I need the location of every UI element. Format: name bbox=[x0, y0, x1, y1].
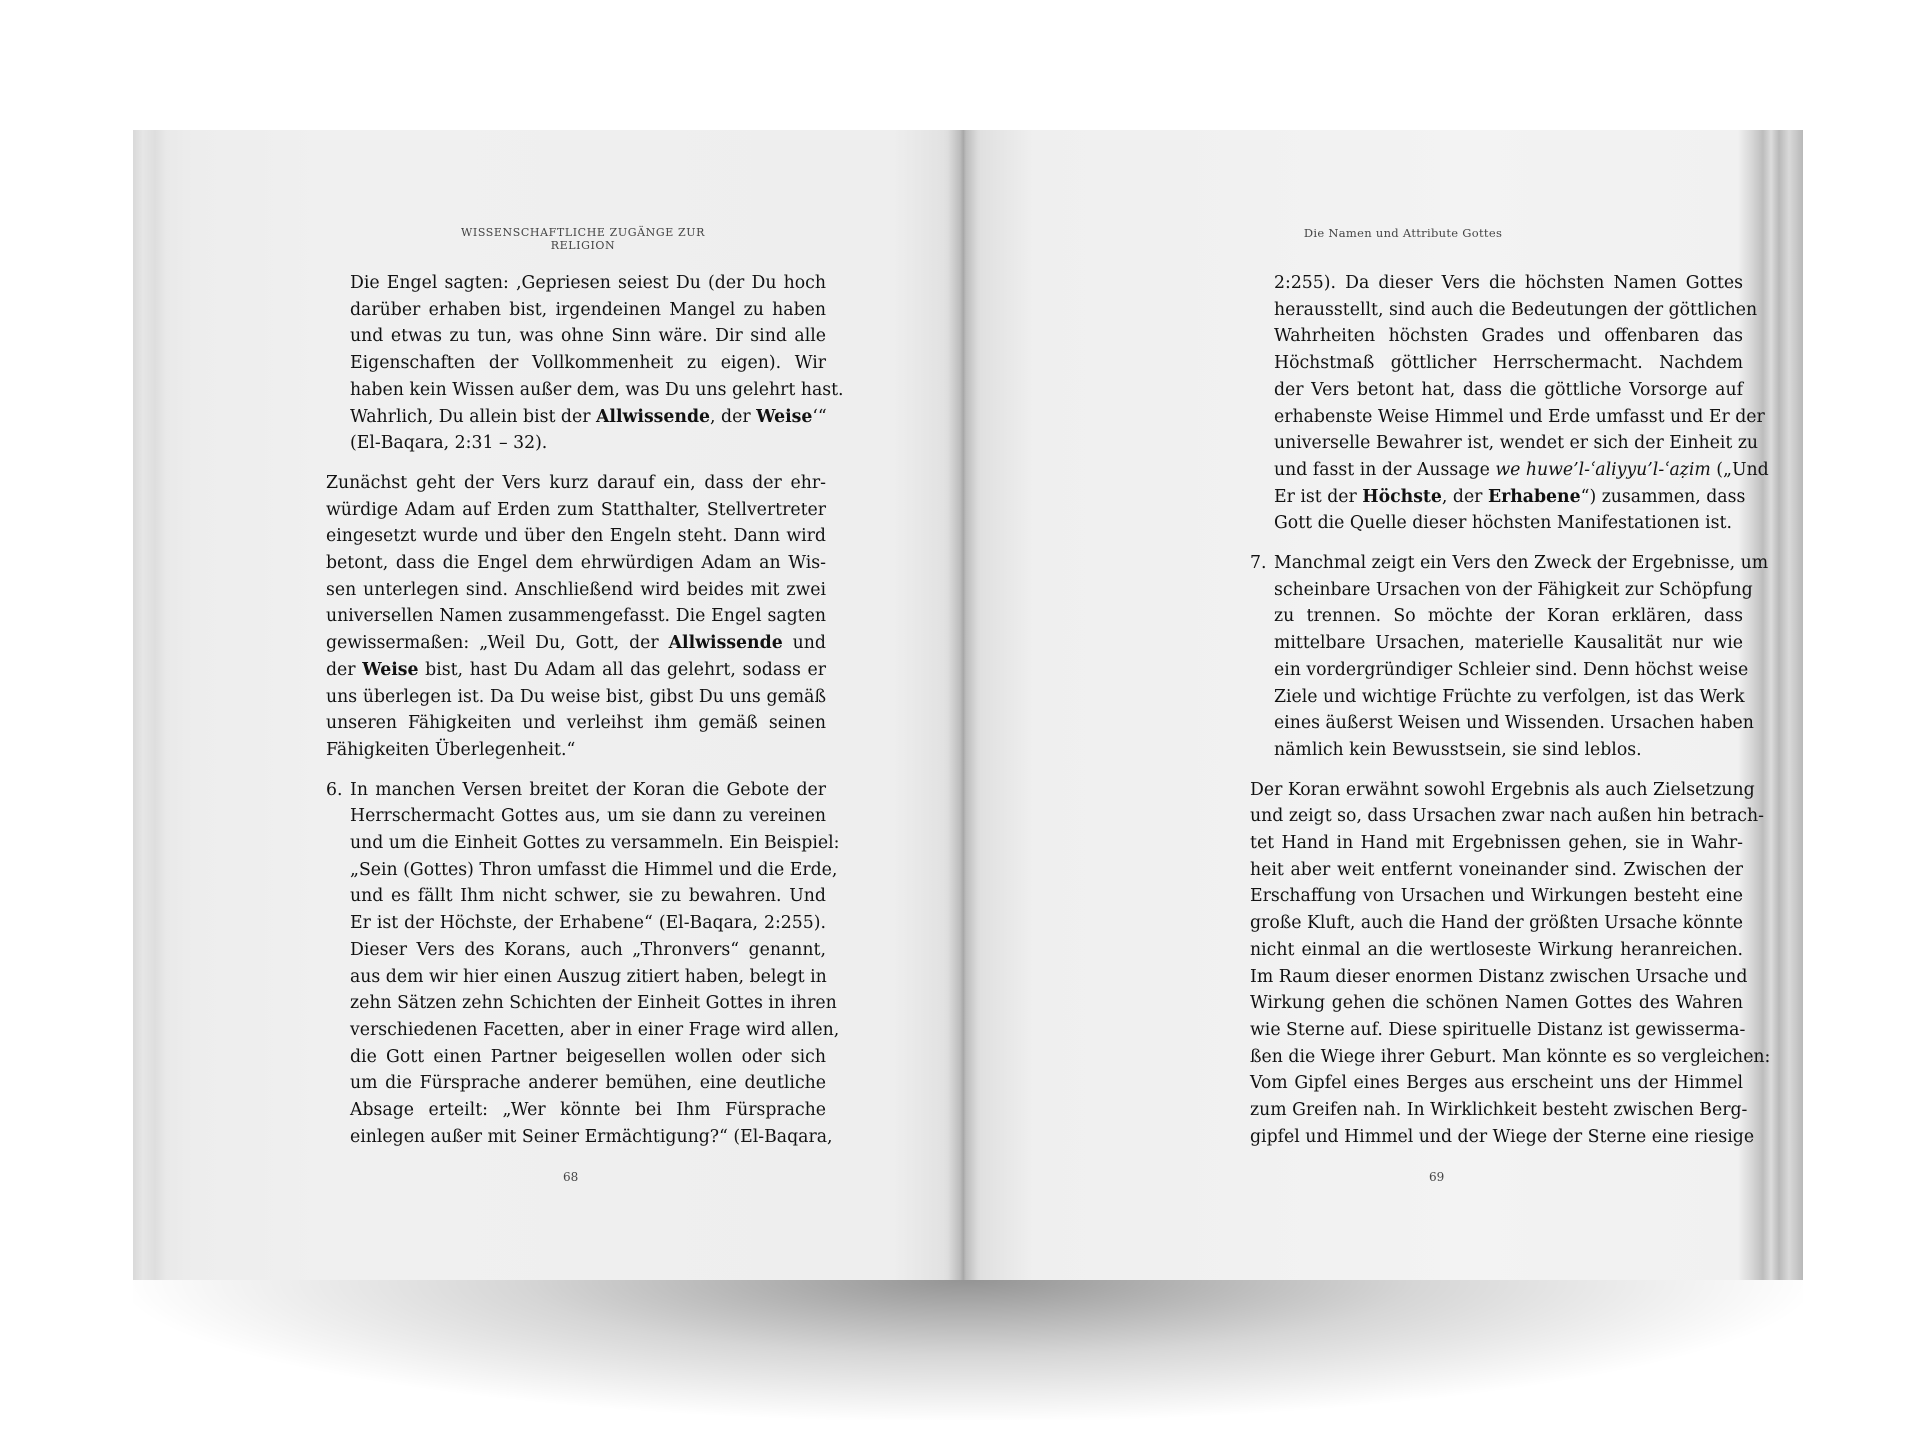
right-body-paragraph bbox=[1250, 777, 1771, 1151]
text-line: aus dem wir hier einen Auszug zitiert haben, belegt in bbox=[350, 966, 827, 987]
text-line: Manchmal zeigt ein Vers den Zweck der Ergebnisse, um bbox=[1274, 553, 1769, 574]
list-number: 7. bbox=[1250, 553, 1267, 574]
text-line: 2:255). Da dieser Vers die höchsten Namen Gottes bbox=[1274, 273, 1743, 293]
text-line: Ziele und wichtige Früchte zu verfolgen, ist das Werk bbox=[1274, 686, 1745, 707]
text-line: Er ist der Höchste, der Erhabene“ (El-Baqara, 2:255). bbox=[350, 913, 826, 934]
text-line: eines äußerst Weisen und Wissenden. Ursachen haben bbox=[1274, 713, 1754, 734]
text-line: darüber erhaben bist, irgendeinen Mangel zu haben bbox=[350, 299, 826, 320]
text-line: Die Engel sagten: ‚Gepriesen seiest Du (der Du hoch bbox=[350, 273, 826, 293]
text-line: zehn Sätzen zehn Schichten der Einheit Gottes in ihren bbox=[350, 993, 837, 1014]
text-line: In manchen Versen breitet der Koran die Gebote der bbox=[350, 779, 826, 800]
text-line: Absage erteilt: „Wer könnte bei Ihm Fürsprache bbox=[350, 1100, 826, 1121]
text-line: Dieser Vers des Korans, auch „Thronvers“ genannt, bbox=[350, 939, 826, 960]
text-line: herausstellt, sind auch die Bedeutungen der göttlichen bbox=[1274, 299, 1758, 320]
text-line: gipfel und Himmel und der Wiege der Sterne eine riesige bbox=[1250, 1126, 1755, 1147]
text-line: nicht einmal an die wertloseste Wirkung heranreichen. bbox=[1250, 939, 1743, 960]
left-page-number: 68 bbox=[563, 1170, 579, 1184]
book-spine bbox=[948, 130, 978, 1280]
right-page-number: 69 bbox=[1429, 1170, 1445, 1184]
text-line: unseren Fähigkeiten und verleihst ihm gemäß seinen bbox=[326, 713, 826, 734]
text-line: heit aber weit entfernt voneinander sind. Zwischen der bbox=[1250, 859, 1743, 880]
list-item-7 bbox=[1250, 550, 1769, 764]
text-line: nämlich kein Bewusstsein, sie sind leblos. bbox=[1274, 739, 1642, 760]
angel-quote-block bbox=[326, 270, 844, 457]
text-line: um die Fürsprache anderer bemühen, eine deutliche bbox=[350, 1073, 826, 1094]
text-line: wie Sterne auf. Diese spirituelle Distanz ist gewisserma- bbox=[1250, 1019, 1746, 1040]
text-line: mittelbare Ursachen, materielle Kausalität nur wie bbox=[1274, 633, 1743, 654]
left-text-block bbox=[326, 270, 844, 1164]
text-line: „Sein (Gottes) Thron umfasst die Himmel und die Erde, bbox=[350, 859, 838, 880]
text-line: universellen Namen zusammengefasst. Die Engel sagten bbox=[326, 606, 826, 627]
open-book bbox=[133, 130, 1803, 1280]
text-line: universelle Bewahrer ist, wendet er sich der Einheit zu bbox=[1274, 433, 1759, 454]
list-number: 6. bbox=[326, 779, 343, 800]
text-line: verschiedenen Facetten, aber in einer Frage wird allen, bbox=[350, 1019, 840, 1040]
text-line: ßen die Wiege ihrer Geburt. Man könnte es so vergleichen: bbox=[1250, 1046, 1771, 1067]
right-running-header: Die Namen und Attribute Gottes bbox=[1303, 226, 1503, 240]
left-body-paragraph bbox=[326, 470, 826, 764]
left-page bbox=[133, 130, 963, 1280]
text-line: erhabenste Weise Himmel und Erde umfasst und Er der bbox=[1274, 406, 1765, 427]
text-line: zum Greifen nah. In Wirklichkeit besteht zwischen Berg- bbox=[1250, 1100, 1748, 1121]
text-line: würdige Adam auf Erden zum Statthalter, Stellvertreter bbox=[326, 499, 826, 520]
text-line: Eigenschaften der Vollkommenheit zu eigen). Wir bbox=[350, 353, 826, 374]
text-line: scheinbare Ursachen von der Fähigkeit zur Schöpfung bbox=[1274, 579, 1753, 600]
left-running-header: WISSENSCHAFTLICHE ZUGÄNGE ZUR RELIGION bbox=[460, 226, 705, 252]
text-line: die Gott einen Partner beigesellen wollen oder sich bbox=[350, 1046, 826, 1067]
text-line: Fähigkeiten Überlegenheit.“ bbox=[326, 739, 576, 760]
text-line: und etwas zu tun, was ohne Sinn wäre. Dir sind alle bbox=[350, 326, 826, 347]
book-shadow bbox=[133, 1280, 1803, 1420]
text-line: Wahrheiten höchsten Grades und offenbaren das bbox=[1274, 326, 1743, 347]
text-line: große Kluft, auch die Hand der größten Ursache könnte bbox=[1250, 913, 1743, 934]
text-line: Gott die Quelle dieser höchsten Manifestationen ist. bbox=[1274, 513, 1732, 534]
text-line: ein vordergründiger Schleier sind. Denn höchst weise bbox=[1274, 659, 1749, 680]
text-line: zu trennen. So möchte der Koran erklären, dass bbox=[1274, 606, 1743, 627]
text-line: Zunächst geht der Vers kurz darauf ein, dass der ehr- bbox=[326, 472, 826, 493]
text-line: betont, dass die Engel dem ehrwürdigen Adam an Wis- bbox=[326, 553, 826, 574]
text-line: eingesetzt wurde und über den Engeln steht. Dann wird bbox=[326, 526, 826, 547]
text-line: Er ist der Höchste, der Erhabene“) zusammen, dass bbox=[1274, 486, 1746, 507]
text-line: Höchstmaß göttlicher Herrschermacht. Nachdem bbox=[1274, 353, 1743, 374]
text-line: einlegen außer mit Seiner Ermächtigung?“ (El-Baqara, bbox=[350, 1126, 833, 1147]
text-line: Herrschermacht Gottes aus, um sie dann zu vereinen bbox=[350, 806, 826, 827]
text-line: Vom Gipfel eines Berges aus erscheint uns der Himmel bbox=[1250, 1073, 1743, 1094]
text-line: der Vers betont hat, dass die göttliche Vorsorge auf bbox=[1274, 379, 1743, 400]
text-line: und zeigt so, dass Ursachen zwar nach außen hin betrach- bbox=[1250, 806, 1764, 827]
text-line: und um die Einheit Gottes zu versammeln. Ein Beispiel: bbox=[350, 833, 840, 854]
text-line: Im Raum dieser enormen Distanz zwischen Ursache und bbox=[1250, 966, 1748, 987]
right-page bbox=[963, 130, 1803, 1280]
right-text-block bbox=[1250, 270, 1771, 1164]
text-line: haben kein Wissen außer dem, was Du uns gelehrt hast. bbox=[350, 379, 844, 400]
text-line: (El-Baqara, 2:31 – 32). bbox=[350, 433, 548, 454]
list-item-text bbox=[1274, 550, 1769, 764]
text-line: Erschaffung von Ursachen und Wirkungen besteht eine bbox=[1250, 886, 1743, 907]
text-line: Der Koran erwähnt sowohl Ergebnis als auch Zielsetzung bbox=[1250, 779, 1755, 800]
text-line: der Weise bist, hast Du Adam all das gelehrt, sodass er bbox=[326, 659, 827, 680]
text-line: tet Hand in Hand mit Ergebnissen gehen, sie in Wahr- bbox=[1250, 833, 1743, 854]
text-line: gewissermaßen: „Weil Du, Gott, der Allwissende und bbox=[326, 633, 826, 654]
text-line: Wahrlich, Du allein bist der Allwissende, der Weise‘“ bbox=[350, 406, 827, 427]
list-item-text bbox=[350, 777, 840, 1151]
list-item-6 bbox=[326, 777, 840, 1151]
text-line: uns überlegen ist. Da Du weise bist, gibst Du uns gemäß bbox=[326, 686, 826, 707]
list-continuation bbox=[1250, 270, 1769, 537]
text-line: und fasst in der Aussage we huwe’l-ʿaliyyu’l-ʿaẓim („Und bbox=[1274, 459, 1769, 480]
text-line: und es fällt Ihm nicht schwer, sie zu bewahren. Und bbox=[350, 886, 826, 907]
text-line: sen unterlegen sind. Anschließend wird beides mit zwei bbox=[326, 579, 826, 600]
text-line: Wirkung gehen die schönen Namen Gottes des Wahren bbox=[1250, 993, 1743, 1014]
